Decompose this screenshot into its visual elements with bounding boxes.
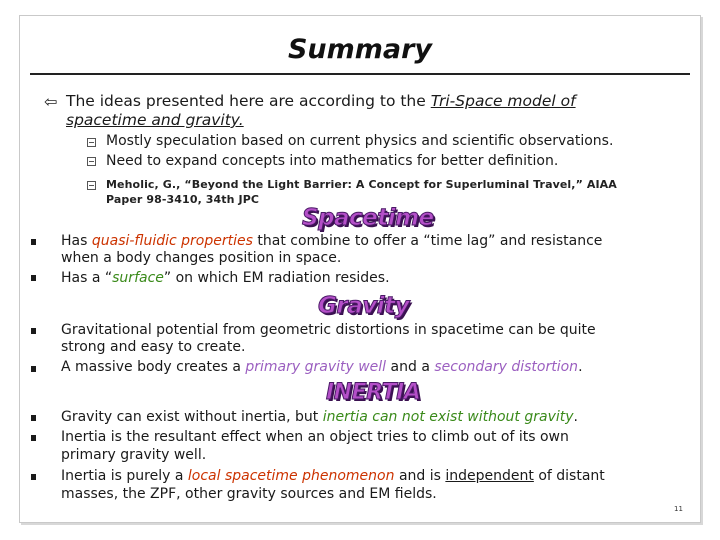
reference-line-2: Paper 98-3410, 34th JPC [106, 193, 260, 206]
left-arrow-icon: ⇦ [44, 92, 58, 111]
bullet-icon [31, 415, 36, 421]
bullet-icon [31, 366, 36, 372]
tri-space-model-link-1: Tri-Space model of [430, 92, 576, 110]
text: Inertia is purely a [61, 468, 188, 484]
bullet-icon [31, 474, 36, 480]
intro-prefix: The ideas presented here are according to the [66, 92, 431, 110]
sub-bullet-icon [87, 157, 96, 166]
bullet-icon [31, 239, 36, 245]
intro-line-2 [66, 111, 244, 130]
text: . [573, 409, 578, 425]
text: and is [394, 468, 446, 484]
gravity-point-1: Gravitational potential from geometric distortions in spacetime can be quite [61, 322, 596, 338]
spacetime-wordart: Spacetime [302, 205, 434, 231]
sub-bullet-icon [87, 138, 96, 147]
inertia-point-1 [61, 409, 578, 426]
slide-title: Summary [287, 34, 433, 65]
primary-gravity-well-highlight: primary gravity well [245, 359, 387, 375]
independent-underlined: independent [445, 468, 534, 484]
local-phenomenon-highlight: local spacetime phenomenon [187, 468, 395, 484]
reference-line-1: Meholic, G., “Beyond the Light Barrier: A Concept for Superluminal Travel,” AIAA [106, 178, 617, 191]
tri-space-model-link-2: spacetime and gravity. [66, 111, 244, 129]
inertia-point-2: Inertia is the resultant effect when an object tries to climb out of its own [61, 429, 569, 445]
text: A massive body creates a [61, 359, 246, 375]
quasi-fluidic-highlight: quasi-fluidic properties [91, 233, 253, 249]
gravity-point-1-cont: strong and easy to create. [61, 339, 246, 355]
bullet-icon [31, 435, 36, 441]
secondary-distortion-highlight: secondary distortion [434, 359, 579, 375]
surface-highlight: surface [112, 270, 164, 286]
bullet-icon [31, 328, 36, 334]
intro-line-1 [66, 92, 576, 111]
text: ” on which EM radiation resides. [163, 270, 390, 286]
text: Has a “ [61, 270, 113, 286]
text: that combine to offer a “time lag” and resistance [252, 233, 603, 249]
sub-bullet-icon [87, 181, 96, 190]
sub-point-2: Need to expand concepts into mathematics for better definition. [106, 153, 559, 169]
spacetime-point-1-cont: when a body changes position in space. [61, 250, 342, 266]
page-number: 11 [674, 505, 683, 513]
text: and a [386, 359, 435, 375]
spacetime-point-1 [61, 233, 602, 250]
gravity-wordart: Gravity [318, 293, 410, 319]
text: Gravity can exist without inertia, but [61, 409, 323, 425]
inertia-point-2-cont: primary gravity well. [61, 447, 207, 463]
bullet-icon [31, 275, 36, 281]
inertia-gravity-highlight: inertia can not exist without gravity [322, 409, 574, 425]
inertia-wordart: INERTIA [326, 380, 421, 405]
sub-point-1: Mostly speculation based on current physics and scientific observations. [106, 133, 614, 149]
inertia-point-3 [61, 468, 605, 485]
text: of distant [533, 468, 605, 484]
spacetime-point-2 [61, 270, 390, 287]
text: . [578, 359, 583, 375]
text: Has [61, 233, 92, 249]
inertia-point-3-cont: masses, the ZPF, other gravity sources and EM fields. [61, 486, 437, 502]
title-divider [30, 73, 690, 75]
gravity-point-2 [61, 359, 583, 376]
